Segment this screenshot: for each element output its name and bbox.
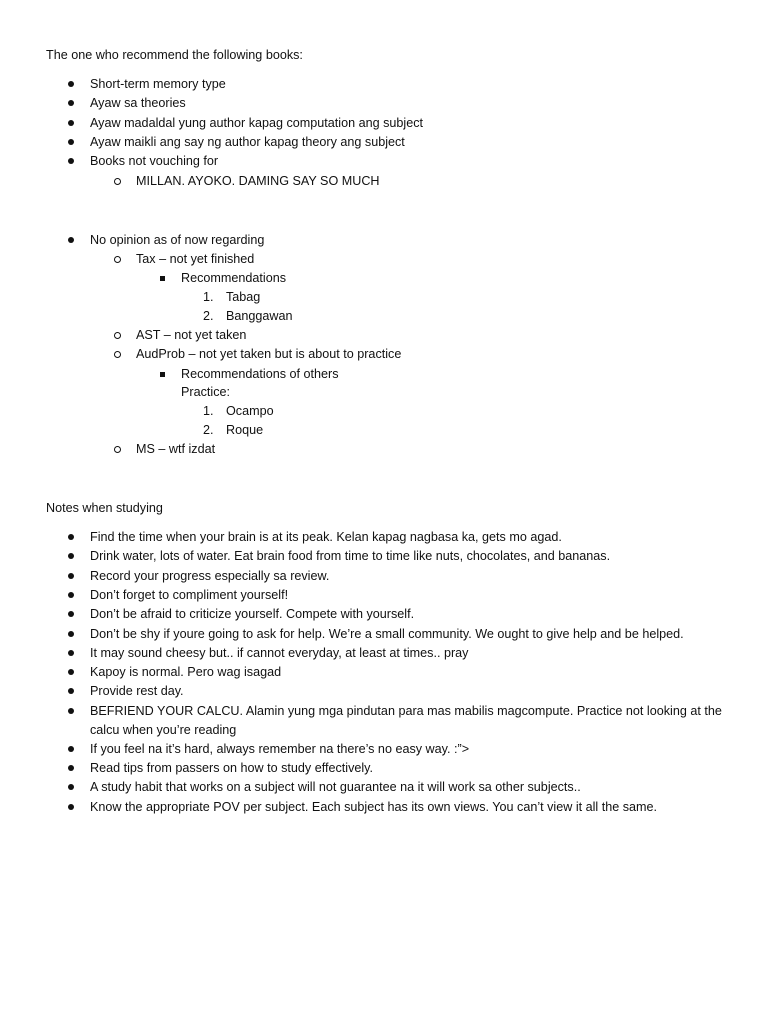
bullet-disc — [68, 548, 74, 559]
list-item: No opinion as of now regarding — [90, 233, 265, 247]
list-item: Books not vouching for — [90, 154, 219, 168]
bullet-disc — [68, 134, 74, 145]
list-item: Don’t be afraid to criticize yourself. Compete with yourself. — [90, 607, 415, 621]
bullet-square — [160, 366, 165, 377]
bullet-disc — [68, 779, 74, 790]
list-item: Kapoy is normal. Pero wag isagad — [90, 665, 282, 679]
section-heading-notes: Notes when studying — [46, 501, 163, 515]
numbered-item: Ocampo — [226, 404, 274, 418]
list-subsubitem: Recommendations — [181, 271, 286, 285]
list-subitem: MILLAN. AYOKO. DAMING SAY SO MUCH — [136, 174, 380, 188]
numbered-item: Banggawan — [226, 309, 293, 323]
bullet-disc — [68, 741, 74, 752]
list-item: Don’t be shy if youre going to ask for help. We’re a small community. We ought to give help and be helped. — [90, 627, 684, 641]
bullet-disc — [68, 606, 74, 617]
list-item: Read tips from passers on how to study effectively. — [90, 761, 374, 775]
list-item: Know the appropriate POV per subject. Each subject has its own views. You can’t view it all the same. — [90, 800, 658, 814]
bullet-disc — [68, 529, 74, 540]
bullet-circle — [114, 441, 121, 453]
list-subsubitem: Recommendations of others — [181, 367, 339, 381]
list-subitem: Tax – not yet finished — [136, 252, 255, 266]
bullet-circle — [114, 173, 121, 185]
list-item: If you feel na it’s hard, always remember na there’s no easy way. :”> — [90, 742, 470, 756]
bullet-disc — [68, 76, 74, 87]
list-subitem: MS – wtf izdat — [136, 442, 216, 456]
list-item: Don’t forget to compliment yourself! — [90, 588, 289, 602]
numbered-marker: 1. — [203, 290, 214, 304]
list-item: Provide rest day. — [90, 684, 184, 698]
bullet-disc — [68, 760, 74, 771]
list-item: Drink water, lots of water. Eat brain food from time to time like nuts, chocolates, and bananas. — [90, 549, 611, 563]
numbered-item: Tabag — [226, 290, 261, 304]
bullet-disc — [68, 587, 74, 598]
bullet-disc — [68, 703, 74, 714]
bullet-disc — [68, 799, 74, 810]
section-heading-books: The one who recommend the following books: — [46, 48, 303, 62]
list-item-continuation: calcu when you’re reading — [90, 723, 237, 737]
list-item: A study habit that works on a subject will not guarantee na it will work sa other subjects.. — [90, 780, 581, 794]
bullet-circle — [114, 346, 121, 358]
list-item: It may sound cheesy but.. if cannot everyday, at least at times.. pray — [90, 646, 469, 660]
numbered-marker: 1. — [203, 404, 214, 418]
bullet-disc — [68, 232, 74, 243]
bullet-disc — [68, 626, 74, 637]
bullet-disc — [68, 568, 74, 579]
numbered-item: Roque — [226, 423, 264, 437]
bullet-disc — [68, 664, 74, 675]
list-item: Ayaw madaldal yung author kapag computation ang subject — [90, 116, 424, 130]
numbered-marker: 2. — [203, 423, 214, 437]
bullet-disc — [68, 95, 74, 106]
bullet-disc — [68, 153, 74, 164]
bullet-square — [160, 270, 165, 281]
bullet-circle — [114, 327, 121, 339]
list-item: Record your progress especially sa review. — [90, 569, 330, 583]
numbered-marker: 2. — [203, 309, 214, 323]
bullet-circle — [114, 251, 121, 263]
list-item: Ayaw sa theories — [90, 96, 186, 110]
list-item: Find the time when your brain is at its peak. Kelan kapag nagbasa ka, gets mo agad. — [90, 530, 562, 544]
list-item: BEFRIEND YOUR CALCU. Alamin yung mga pindutan para mas mabilis magcompute. Practice not looking at the — [90, 704, 722, 718]
list-subitem: AudProb – not yet taken but is about to practice — [136, 347, 402, 361]
bullet-disc — [68, 115, 74, 126]
practice-label: Practice: — [181, 385, 230, 399]
list-item: Short-term memory type — [90, 77, 226, 91]
bullet-disc — [68, 645, 74, 656]
bullet-disc — [68, 683, 74, 694]
list-item: Ayaw maikli ang say ng author kapag theory ang subject — [90, 135, 405, 149]
list-subitem: AST – not yet taken — [136, 328, 247, 342]
